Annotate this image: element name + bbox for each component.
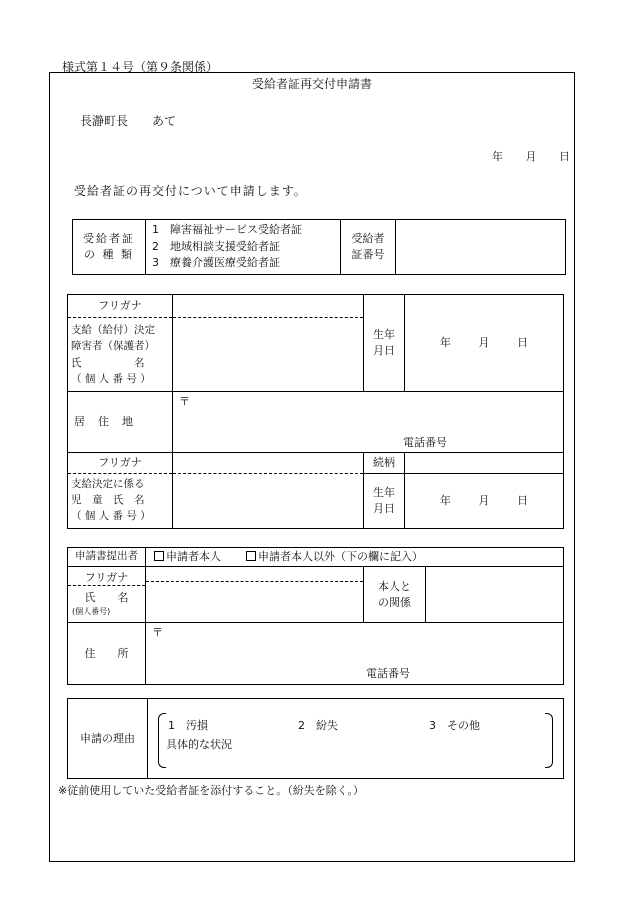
reason-table: [67, 698, 564, 779]
footnote: ※従前使用していた受給者証を添付すること。（紛失を除く。）: [58, 784, 364, 797]
submitter-relation-field[interactable]: [426, 567, 564, 623]
applicant-table: [67, 294, 564, 529]
certificate-option-1: 1 障害福祉サービス受給者証: [152, 223, 302, 237]
reason-option-2[interactable]: 2 紛失: [298, 719, 338, 732]
applicant-name-label: 支給（給付）決定 障害者（保護者） 氏 名 （ 個 人 番 号 ）: [68, 318, 173, 392]
submitter-name-label: フリガナ 氏 名 (個人番号): [68, 567, 146, 623]
applicant-furigana-field[interactable]: [173, 295, 364, 318]
applicant-name-field[interactable]: [173, 318, 364, 392]
application-date: [492, 148, 570, 164]
checkbox-self[interactable]: [154, 551, 164, 561]
date-day: 日: [559, 150, 570, 163]
child-name-label: 支給決定に係る 児 童 氏 名 （ 個 人 番 号 ）: [68, 474, 173, 529]
certificate-number-label: 受給者 証番号: [341, 220, 396, 275]
option-self[interactable]: 申請者本人: [154, 550, 221, 563]
certificate-option-2: 2 地域相談支援受給者証: [152, 239, 280, 253]
applicant-phone-label: 電話番号: [403, 436, 447, 450]
submitter-phone-label: 電話番号: [366, 667, 410, 681]
left-bracket: [158, 713, 166, 768]
submitter-postal-mark: 〒: [152, 626, 163, 639]
reason-field[interactable]: [148, 699, 564, 779]
submitter-label: 申請書提出者: [68, 548, 146, 567]
reason-detail-label: 具体的な状況: [166, 738, 232, 751]
submitter-options: [146, 548, 564, 567]
child-relation-label: 続柄: [364, 453, 405, 474]
certificate-number-field[interactable]: [396, 220, 566, 275]
certificate-type-label: 受給者証 の 種 類: [73, 220, 146, 275]
child-birth-date[interactable]: 年 月 日: [405, 474, 564, 529]
reason-option-3[interactable]: 3 その他: [429, 719, 480, 732]
intro-text: 受給者証の再交付について申請します。: [74, 184, 307, 198]
child-furigana-field[interactable]: [173, 453, 364, 474]
applicant-address-label: 居 住 地: [68, 392, 173, 453]
certificate-table: [72, 219, 566, 275]
checkbox-other[interactable]: [246, 551, 256, 561]
applicant-birth-label: 生年 月日: [364, 295, 405, 392]
applicant-birth-date[interactable]: 年 月 日: [405, 295, 564, 392]
child-name-field[interactable]: [173, 474, 364, 529]
addressee: 長瀞町長 あて: [80, 114, 177, 128]
applicant-address-field[interactable]: [173, 392, 564, 453]
reason-option-1[interactable]: 1 汚損: [168, 719, 208, 732]
date-year: 年: [492, 150, 503, 163]
form-title: 受給者証再交付申請書: [251, 77, 372, 91]
right-bracket: [545, 713, 553, 768]
form-number: 様式第１４号（第９条関係）: [62, 60, 219, 74]
certificate-option-3: 3 療養介護医療受給者証: [152, 256, 280, 270]
certificate-type-options: [146, 220, 341, 275]
option-other[interactable]: 申請者本人以外（下の欄に記入）: [246, 550, 423, 563]
reason-label: 申請の理由: [68, 699, 148, 779]
submitter-table: [67, 547, 564, 685]
submitter-address-label: 住 所: [68, 623, 146, 685]
child-birth-label: 生年 月日: [364, 474, 405, 529]
child-relation-field[interactable]: [405, 453, 564, 474]
applicant-postal-mark: 〒: [179, 395, 190, 408]
submitter-relation-label: 本人と の関係: [364, 567, 426, 623]
date-month: 月: [525, 150, 537, 163]
applicant-furigana-label: フリガナ: [68, 295, 173, 318]
child-furigana-label: フリガナ: [68, 453, 173, 474]
submitter-address-field[interactable]: [146, 623, 564, 685]
submitter-name-field[interactable]: [146, 567, 364, 623]
